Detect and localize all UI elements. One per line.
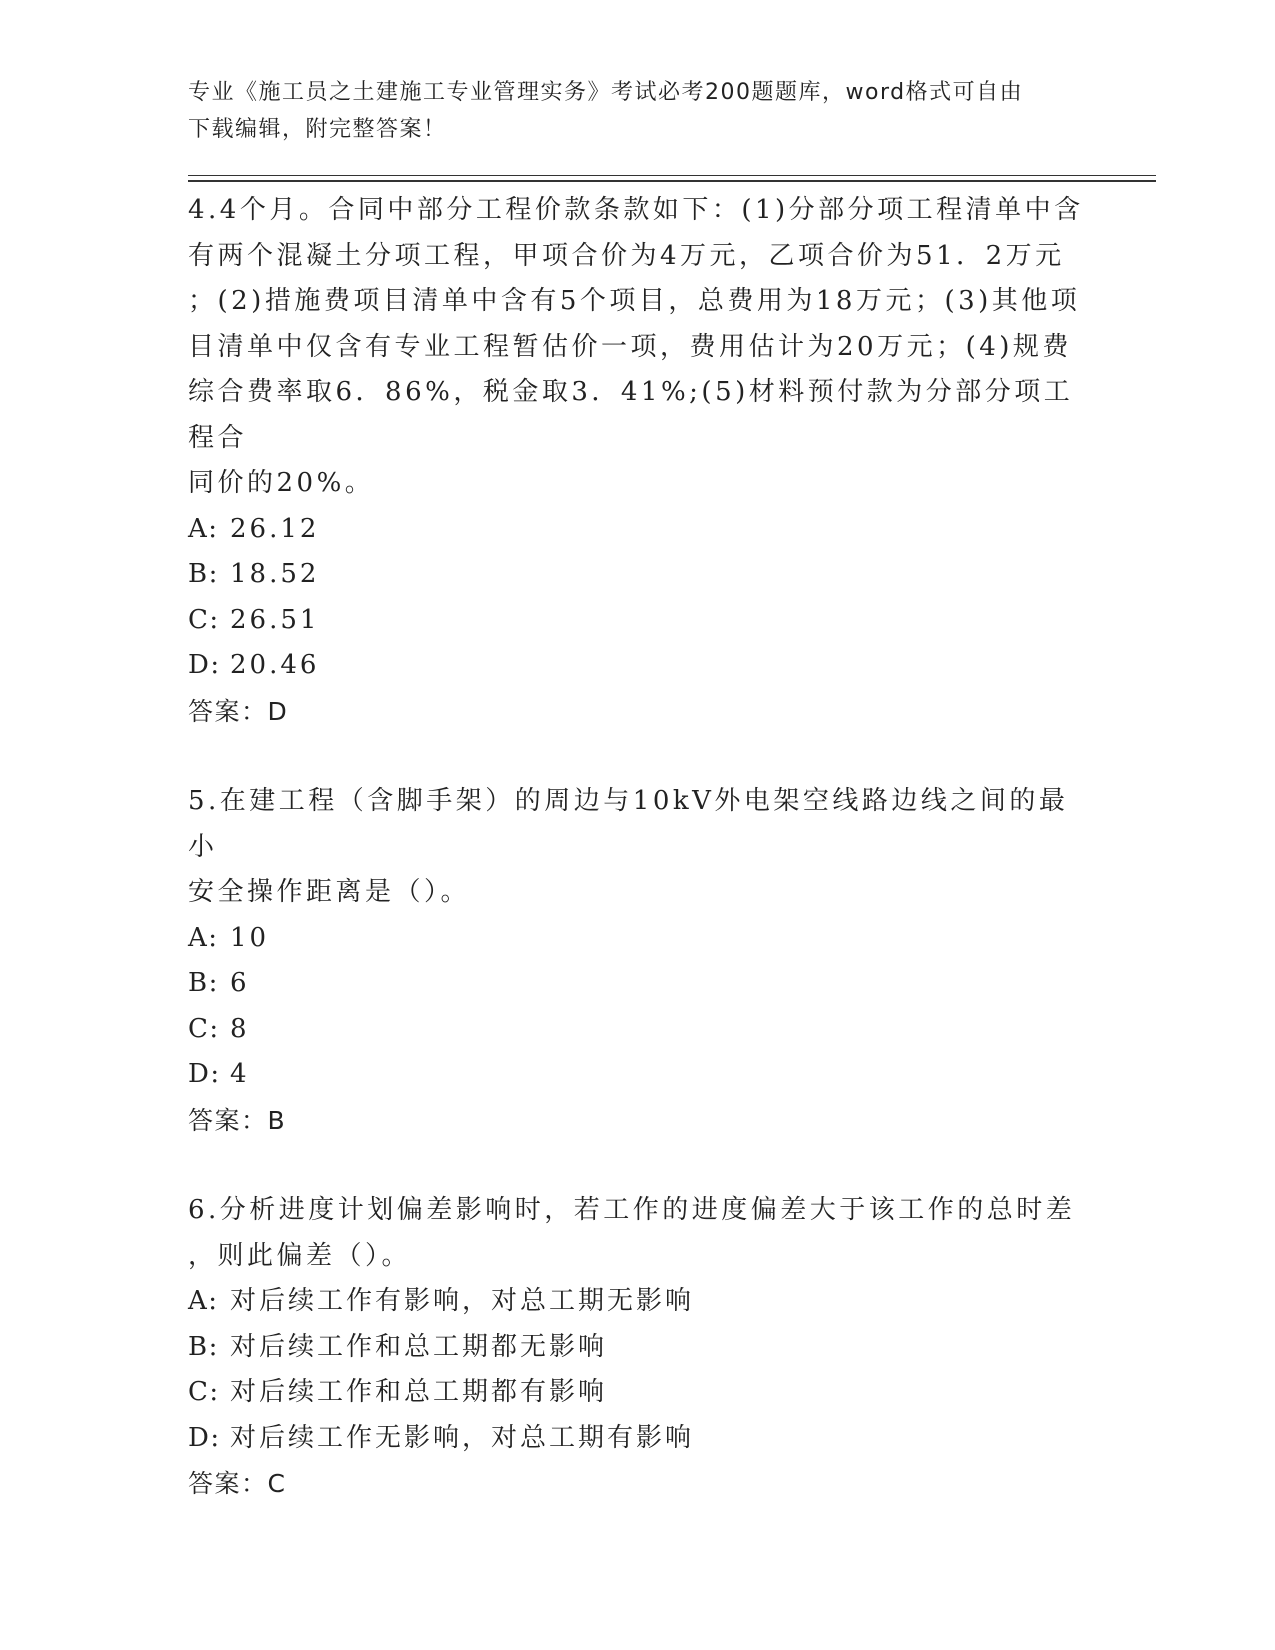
question-6-option-a <box>188 1279 1088 1325</box>
question-spacer <box>188 734 1088 779</box>
question-4 <box>188 188 1088 734</box>
question-5-answer: 答案：B <box>188 1105 287 1135</box>
option-text: 对后续工作有影响，对总工期无影响 <box>230 1286 695 1316</box>
question-6 <box>188 1188 1088 1507</box>
question-5-option-d <box>188 1052 1088 1098</box>
question-list <box>188 188 1088 1507</box>
question-4-line-6: 同价的20%。 <box>188 468 375 498</box>
option-text: 对后续工作无影响，对总工期有影响 <box>230 1422 695 1453</box>
header-divider-thin <box>188 175 1156 176</box>
option-text: 20.46 <box>230 650 320 680</box>
option-letter: B: <box>188 968 219 998</box>
option-letter: B: <box>188 1331 219 1362</box>
question-4-answer: 答案：D <box>188 696 289 726</box>
option-letter: C: <box>188 1013 220 1044</box>
option-letter: D: <box>188 1422 221 1453</box>
option-letter: A: <box>188 513 219 544</box>
option-text: 8 <box>230 1013 250 1044</box>
question-6-option-d <box>188 1416 1088 1462</box>
question-6-line-1: 6.分析进度计划偏差影响时，若工作的进度偏差大于该工作的总时差 <box>188 1195 1076 1225</box>
question-4-option-c <box>188 598 1088 644</box>
option-text: 4 <box>230 1059 250 1089</box>
question-5-option-c <box>188 1007 1088 1053</box>
option-letter: D: <box>188 1059 221 1089</box>
option-letter: C: <box>188 1377 220 1407</box>
option-text: 18.52 <box>230 559 320 589</box>
question-4-line-2: 有两个混凝土分项工程，甲项合价为4万元，乙项合价为51．2万元 <box>188 240 1065 271</box>
question-5-line-2: 安全操作距离是（）。 <box>188 877 471 907</box>
question-6-answer: 答案：C <box>188 1469 287 1498</box>
question-6-line-2: ，则此偏差（）。 <box>188 1240 412 1271</box>
option-letter: B: <box>188 559 219 589</box>
question-4-line-1: 4.4个月。合同中部分工程价款条款如下：(1)分部分项工程清单中含 <box>188 195 1084 225</box>
question-5-option-b <box>188 961 1088 1007</box>
question-4-option-d <box>188 643 1088 689</box>
header-line-1: 专业《施工员之土建施工专业管理实务》考试必考200题题库，word格式可自由 <box>188 80 1024 105</box>
question-6-option-c <box>188 1370 1088 1416</box>
option-letter: A: <box>188 922 219 953</box>
option-text: 对后续工作和总工期都有影响 <box>230 1377 608 1407</box>
option-text: 10 <box>230 922 270 953</box>
header-line-2: 下载编辑，附完整答案！ <box>188 117 447 142</box>
option-text: 对后续工作和总工期都无影响 <box>230 1331 608 1362</box>
question-4-option-a <box>188 507 1088 553</box>
question-5 <box>188 779 1088 1143</box>
option-text: 26.51 <box>230 604 320 635</box>
option-text: 6 <box>230 968 250 998</box>
option-letter: A: <box>188 1286 219 1316</box>
option-letter: C: <box>188 604 220 635</box>
question-6-option-b <box>188 1325 1088 1371</box>
question-spacer <box>188 1143 1088 1188</box>
question-4-option-b <box>188 552 1088 598</box>
question-4-line-4: 目清单中仅含有专业工程暂估价一项，费用估计为20万元；(4)规费 <box>188 331 1072 362</box>
header-divider-thick <box>188 180 1156 182</box>
question-4-line-3: ；(2)措施费项目清单中含有5个项目，总费用为18万元；(3)其他项 <box>188 286 1081 316</box>
option-letter: D: <box>188 650 221 680</box>
question-4-line-5: 综合费率取6．86%，税金取3．41%;(5)材料预付款为分部分项工程合 <box>188 377 1074 453</box>
question-5-option-a <box>188 916 1088 962</box>
document-header <box>188 74 1068 148</box>
question-5-line-1: 5.在建工程（含脚手架）的周边与10kV外电架空线路边线之间的最小 <box>188 786 1069 862</box>
option-text: 26.12 <box>230 513 320 544</box>
